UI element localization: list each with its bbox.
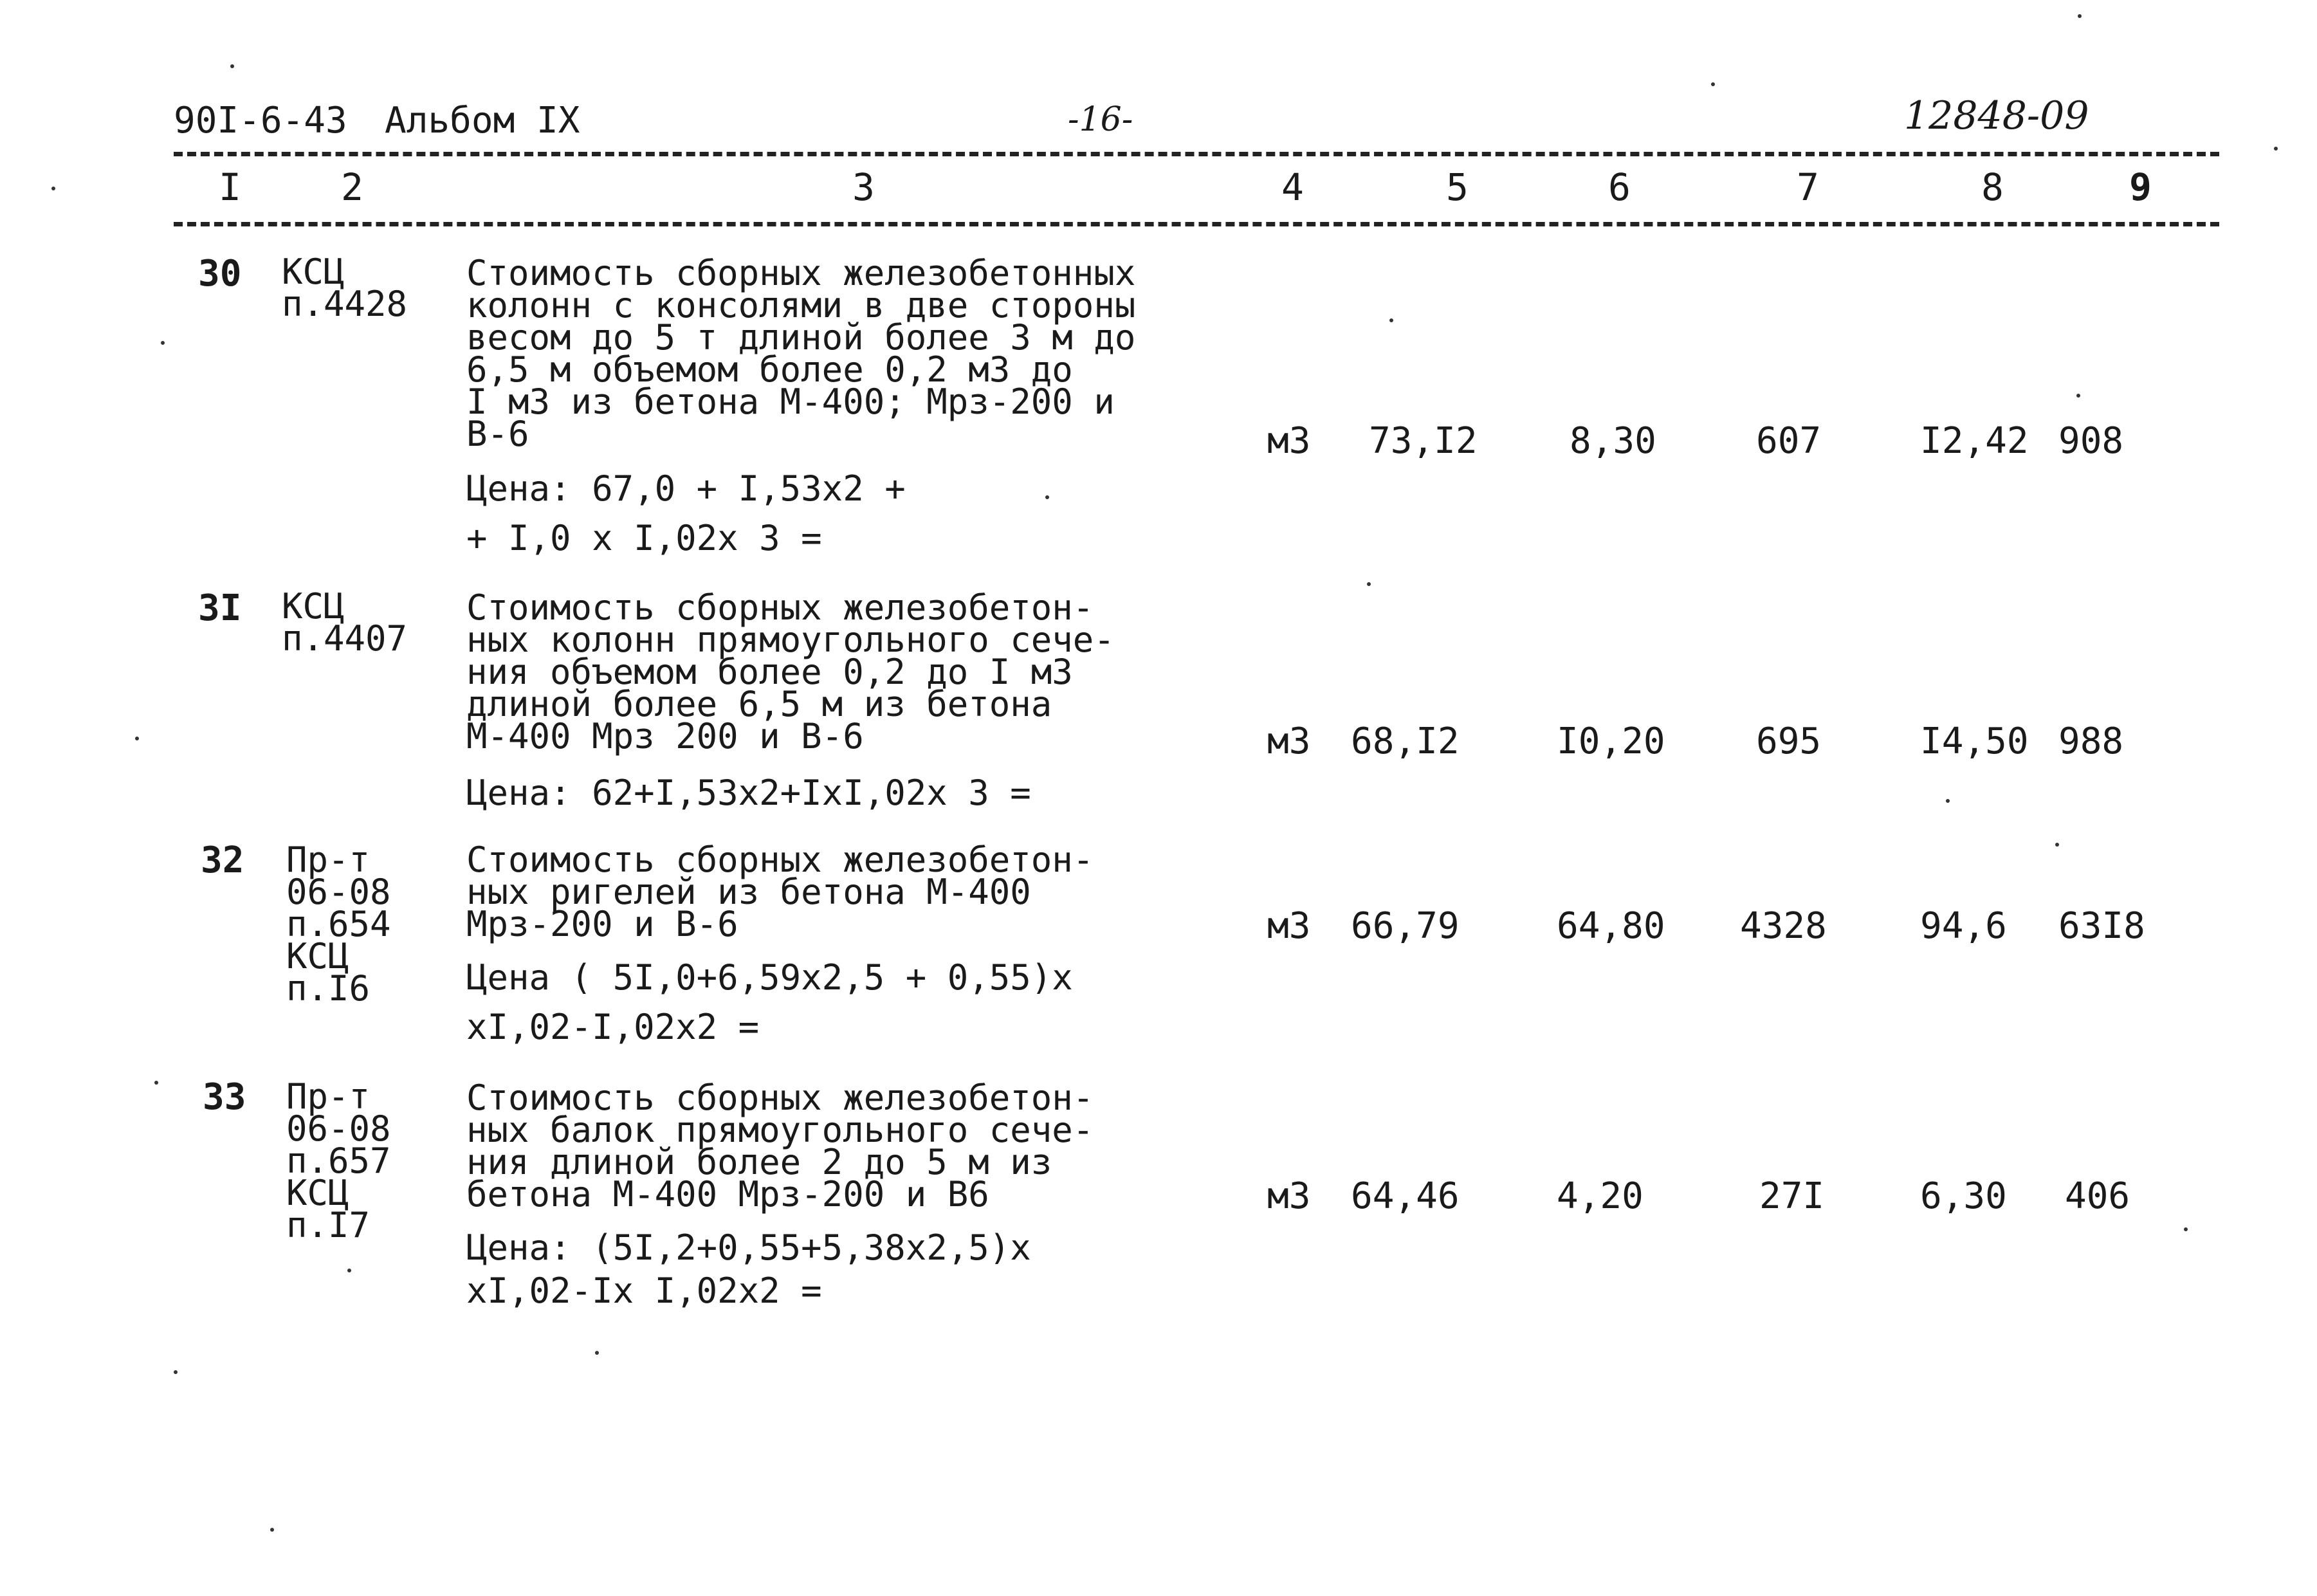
source-line: п.654: [286, 904, 391, 944]
description-line: весом до 5 т длиной более 3 м до: [466, 317, 1136, 358]
description-line: Стоимость сборных железобетон-: [466, 587, 1094, 628]
source-line: п.4407: [282, 618, 408, 659]
scan-speck: [154, 1081, 158, 1085]
scan-speck: [347, 1269, 351, 1272]
column-number-8: 8: [1981, 165, 2004, 209]
source-line: КСЦ: [286, 936, 349, 977]
reference-number: 12848-09: [1904, 93, 2089, 138]
scan-speck: [1367, 582, 1371, 586]
value-cell-col6: 64,80: [1557, 905, 1665, 947]
scan-speck: [2076, 394, 2080, 398]
scan-speck: [2055, 843, 2059, 847]
scan-speck: [2078, 14, 2082, 18]
value-cell-col8: I4,50: [1920, 720, 2029, 762]
description-line: бетона М-400 Мрз-200 и В6: [466, 1174, 989, 1215]
column-number-2: 2: [341, 165, 363, 209]
source-line: КСЦ: [286, 1173, 349, 1213]
row-number: 3I: [198, 587, 242, 629]
value-cell-col7: 607: [1756, 420, 1822, 462]
description-line: ных ригелей из бетона М-400: [466, 872, 1031, 912]
value-cell-col9: 406: [2065, 1175, 2130, 1217]
description-line: Мрз-200 и В-6: [466, 904, 738, 944]
value-cell-col7: 4328: [1740, 905, 1827, 947]
price-formula-line: + I,0 х I,02х 3 =: [466, 518, 822, 558]
header-rule-top: [174, 152, 2219, 156]
value-cell-col8: I2,42: [1920, 420, 2029, 462]
description-line: М-400 Мрз 200 и В-6: [466, 716, 864, 757]
price-formula-line: Цена: 67,0 + I,53х2 +: [466, 468, 906, 509]
price-formula-line: Цена: (5I,2+0,55+5,38х2,5)х: [466, 1227, 1031, 1268]
document-code: 90I-6-43: [174, 100, 347, 142]
column-number-1: I: [219, 165, 241, 209]
scan-speck: [1711, 82, 1715, 86]
scan-speck: [174, 1370, 178, 1374]
price-formula-line: хI,02-I,02х2 =: [466, 1007, 760, 1047]
value-cell-col9: 908: [2058, 420, 2124, 462]
scan-speck: [270, 1528, 274, 1532]
scan-speck: [595, 1351, 599, 1355]
value-cell-col6: 8,30: [1570, 420, 1656, 462]
header-rule-bottom: [174, 222, 2219, 226]
scan-speck: [2184, 1227, 2188, 1231]
scan-speck: [230, 64, 234, 68]
value-cell-col5: 66,79: [1351, 905, 1460, 947]
description-line: В-6: [466, 414, 529, 454]
row-number: 33: [203, 1076, 246, 1118]
scan-speck: [51, 187, 55, 190]
row-number: 30: [198, 253, 242, 295]
scan-speck: [2274, 147, 2278, 151]
description-line: ных колонн прямоугольного сече-: [466, 619, 1115, 660]
source-line: п.657: [286, 1141, 391, 1181]
column-number-4: 4: [1281, 165, 1304, 209]
source-line: КСЦ: [282, 586, 345, 627]
value-cell-col7: 695: [1756, 720, 1822, 762]
row-number: 32: [201, 839, 244, 881]
scan-speck: [161, 341, 165, 345]
source-line: 06-08: [286, 872, 391, 912]
description-line: 6,5 м объемом более 0,2 м3 до: [466, 349, 1073, 390]
value-cell-col9: 63I8: [2058, 905, 2145, 947]
source-line: п.I7: [286, 1205, 371, 1245]
price-formula-line: Цена: 62+I,53х2+IхI,02х 3 =: [466, 773, 1031, 813]
value-cell-col7: 27I: [1759, 1175, 1825, 1217]
scan-speck: [135, 737, 139, 740]
value-cell-col6: 4,20: [1557, 1175, 1644, 1217]
description-line: Стоимость сборных железобетон-: [466, 1078, 1094, 1118]
column-number-3: 3: [852, 165, 875, 209]
value-cell-col8: 6,30: [1920, 1175, 2007, 1217]
description-line: Стоимость сборных железобетонных: [466, 253, 1136, 293]
unit-cell: м3: [1267, 1175, 1311, 1217]
scan-speck: [1045, 495, 1049, 499]
page-number: -16-: [1068, 100, 1133, 139]
scan-speck: [1389, 318, 1393, 322]
source-line: 06-08: [286, 1108, 391, 1149]
column-number-6: 6: [1608, 165, 1631, 209]
description-line: I м3 из бетона М-400; Мрз-200 и: [466, 381, 1115, 422]
value-cell-col5: 73,I2: [1369, 420, 1478, 462]
column-number-9: 9: [2129, 165, 2152, 209]
unit-cell: м3: [1267, 420, 1311, 462]
value-cell-col8: 94,6: [1920, 905, 2007, 947]
unit-cell: м3: [1267, 905, 1311, 947]
value-cell-col9: 988: [2058, 720, 2124, 762]
description-line: Стоимость сборных железобетон-: [466, 839, 1094, 880]
description-line: длиной более 6,5 м из бетона: [466, 684, 1052, 724]
price-formula-line: хI,02-Iх I,02х2 =: [466, 1270, 822, 1311]
value-cell-col5: 64,46: [1351, 1175, 1460, 1217]
price-formula-line: Цена ( 5I,0+6,59х2,5 + 0,55)х: [466, 957, 1073, 998]
description-line: ных балок прямоугольного сече-: [466, 1110, 1094, 1150]
source-line: Пр-т: [286, 1076, 371, 1117]
value-cell-col5: 68,I2: [1351, 720, 1460, 762]
column-number-7: 7: [1797, 165, 1819, 209]
value-cell-col6: I0,20: [1557, 720, 1665, 762]
source-line: п.4428: [282, 284, 408, 324]
description-line: колонн с консолями в две стороны: [466, 285, 1136, 326]
column-number-5: 5: [1446, 165, 1469, 209]
description-line: ния объемом более 0,2 до I м3: [466, 652, 1073, 692]
source-line: Пр-т: [286, 839, 371, 880]
scan-speck: [1946, 799, 1950, 803]
source-line: п.I6: [286, 968, 371, 1009]
source-line: КСЦ: [282, 252, 345, 292]
album-label: Альбом IX: [385, 100, 580, 142]
unit-cell: м3: [1267, 720, 1311, 762]
description-line: ния длиной более 2 до 5 м из: [466, 1142, 1052, 1182]
